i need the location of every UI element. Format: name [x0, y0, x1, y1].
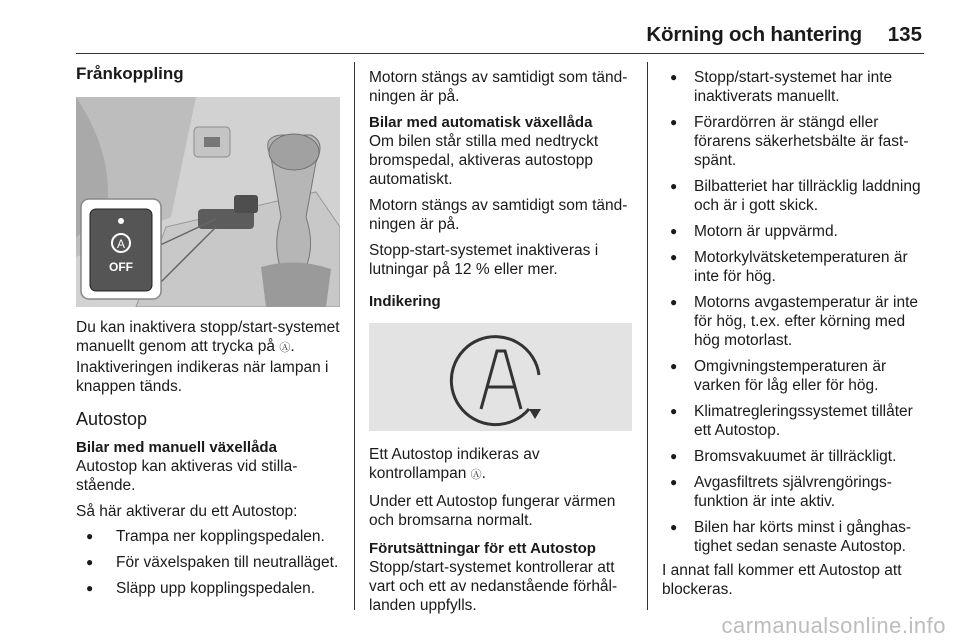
heating-text: Under ett Autostop fungerar värmen och bromsarna normalt.	[369, 493, 616, 529]
list-item: ● Förardörren är stängd eller förarens säkerhetsbälte är fast-spänt.	[662, 113, 930, 170]
list-item: ● Bromsvakuumet är tillräckligt.	[662, 447, 930, 466]
list-item: ● Avgasfiltrets självrengörings-funktion är inte aktiv.	[662, 473, 930, 511]
manual-heading: Bilar med manuell växellåda	[76, 439, 277, 456]
page-header	[0, 0, 960, 56]
column-divider	[647, 62, 648, 610]
conditions-heading: Förutsättningar för ett Autostop	[369, 540, 596, 557]
list-item: ● Bilen har körts minst i gånghas-tighet sedan senaste Autostop.	[662, 518, 930, 556]
console-photo	[76, 97, 340, 307]
list-item: ● Klimatregleringssystemet tillåter ett Autostop.	[662, 402, 930, 440]
column-3	[662, 68, 930, 599]
list-item: ● För växelspaken till neutralläget.	[76, 553, 340, 572]
autostop-heading: Autostop	[76, 409, 148, 429]
autostop-indicator-icon: Ⓐ	[470, 469, 482, 481]
indicator-illustration	[369, 323, 632, 431]
manual-text: Autostop kan aktiveras vid stilla-stående.	[76, 458, 298, 494]
header-rule	[76, 53, 924, 54]
auto-text: Om bilen står stilla med nedtryckt bromspedal, aktiveras autostopp automatiskt.	[369, 133, 599, 188]
list-item: ● Motorkylvätsketemperaturen är inte för hög.	[662, 248, 930, 286]
engine-off-text: Motorn stängs av samtidigt som tänd-ningen är på.	[369, 197, 628, 233]
list-item: ● Omgivningstemperaturen är varken för låg eller för hög.	[662, 357, 930, 395]
conditions-list	[662, 68, 930, 556]
indication-paragraph: Ett Autostop indikeras av kontrollampan Ⓐ.	[369, 446, 540, 482]
inactive-text: Stopp-start-systemet inaktiveras i lutningar på 12 % eller mer.	[369, 242, 599, 278]
page-number: 135	[887, 23, 922, 46]
auto-heading: Bilar med automatisk växellåda	[369, 114, 593, 131]
console-illustration	[76, 97, 340, 307]
chapter-title: Körning och hantering	[646, 23, 862, 46]
list-item: ● Stopp/start-systemet har inte inaktiverats manuellt.	[662, 68, 930, 106]
watermark: carmanualsonline.info	[721, 613, 946, 638]
howto-intro: Så här aktiverar du ett Autostop:	[76, 503, 298, 520]
column-divider	[354, 62, 355, 610]
howto-list	[76, 527, 340, 598]
indication-heading: Indikering	[369, 293, 441, 310]
engine-off-text: Motorn stängs av samtidigt som tänd-ningen är på.	[369, 69, 628, 105]
conditions-text: Stopp/start-systemet kontrollerar att vart och ett av nedanstående förhål-landen uppfylls.	[369, 559, 618, 614]
off-button-label: OFF	[109, 260, 133, 274]
column-1	[76, 64, 340, 605]
otherwise-text: I annat fall kommer ett Autostop att blockeras.	[662, 562, 902, 598]
list-item: ● Bilbatteriet har tillräcklig laddning och är i gott skick.	[662, 177, 930, 215]
column-2	[369, 68, 635, 615]
list-item: ● Släpp upp kopplingspedalen.	[76, 579, 340, 598]
svg-text:A: A	[116, 237, 126, 251]
deactivate-paragraph: Du kan inaktivera stopp/start-systemet manuellt genom att trycka på Ⓐ. Inaktiveringen indikeras när lampan i knappen tänds.	[76, 319, 340, 395]
section-title: Frånkoppling	[76, 64, 184, 83]
autostop-off-icon: Ⓐ	[279, 342, 291, 354]
list-item: ● Motorn är uppvärmd.	[662, 222, 930, 241]
list-item: ● Trampa ner kopplingspedalen.	[76, 527, 340, 546]
autostop-indicator-icon	[369, 323, 632, 431]
list-item: ● Motorns avgastemperatur är inte för hög, t.ex. efter körning med hög motorlast.	[662, 293, 930, 350]
